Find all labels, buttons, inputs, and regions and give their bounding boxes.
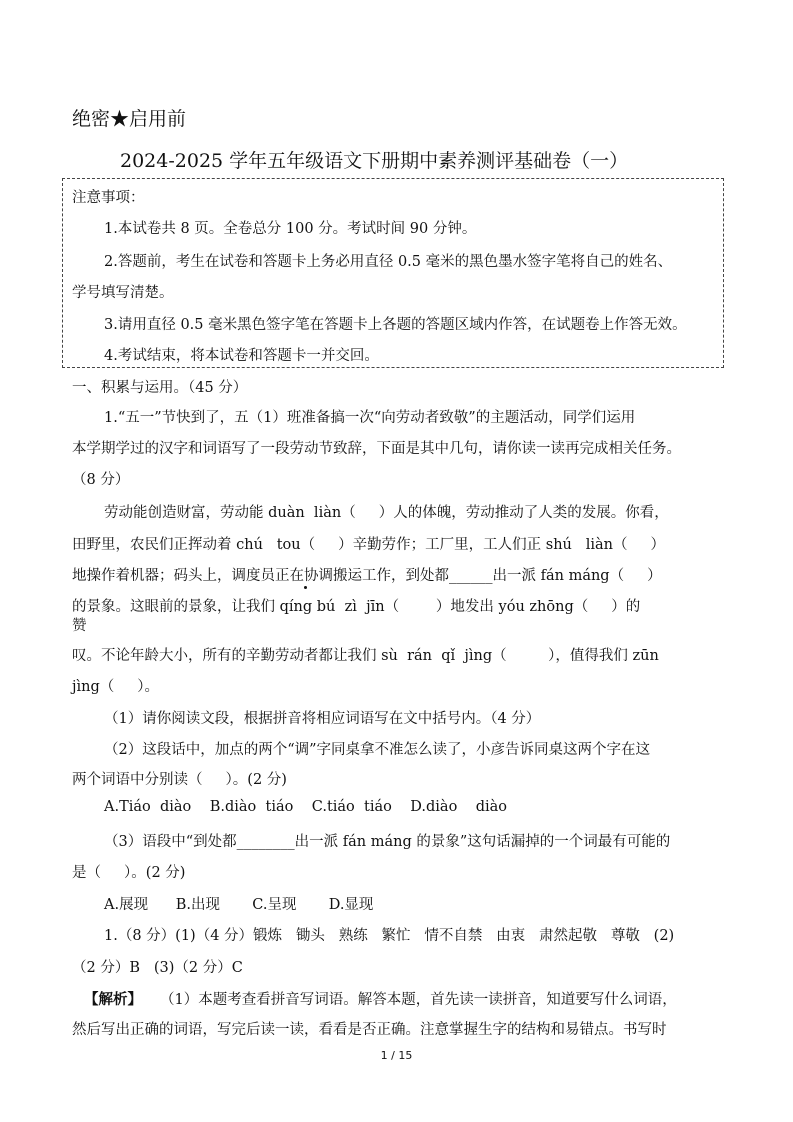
- passage-line-1: 劳动能创造财富，劳动能 duàn liàn（ ）人的体魄，劳动推动了人类的发展。你看，: [104, 505, 669, 521]
- explanation-line-1: （1）本题考查看拼音写词语。解答本题，首先读一读拼音，知道要写什么词语，: [160, 992, 677, 1008]
- question-score: （8 分）: [72, 472, 130, 488]
- secret-label: 绝密★启用前: [72, 108, 187, 130]
- subquestion-3-options: A.展现 B.出现 C.呈现 D.显现: [104, 897, 374, 913]
- question-intro: 1.“五一”节快到了，五（1）班准备搞一次“向劳动者致敬”的主题活动，同学们运用: [104, 410, 636, 426]
- passage-line-2: 田野里，农民们正挥动着 chú tou（ ）辛勤劳作；工厂里，工人们正 shú liàn（ ）: [72, 537, 666, 553]
- emphasis-dot: [304, 586, 307, 589]
- subquestion-3: （3）语段中“到处都________出一派 fán máng 的景象”这句话漏掉的一个词最有可能的: [104, 834, 671, 850]
- subquestion-2-cont: 两个词语中分别读（ ）。(2 分): [72, 772, 287, 788]
- question-intro-line2: 本学期学过的汉字和词语写了一段劳动节致辞，下面是其中几句，请你读一读再完成相关任务。: [72, 441, 681, 457]
- notice-item-3: 3.请用直径 0.5 毫米黑色签字笔在答题卡上各题的答题区域内作答，在试题卷上作答无效。: [104, 317, 687, 333]
- exam-title: 2024-2025 学年五年级语文下册期中素养测评基础卷（一）: [120, 150, 629, 172]
- answer-line-2: （2 分）B (3)（2 分）C: [72, 960, 243, 976]
- subquestion-2: （2）这段话中，加点的两个“调”字同桌拿不准怎么读了，小彦告诉同桌这两个字在这: [104, 742, 651, 758]
- page-number: 1 / 15: [380, 1049, 413, 1062]
- passage-line-5: 叹。不论年龄大小，所有的辛勤劳动者都让我们 sù rán qǐ jìng（ ），值得我们 zūn: [72, 648, 659, 664]
- section-heading: 一、积累与运用。（45 分）: [72, 380, 248, 396]
- subquestion-2-options: A.Tiáo diào B.diào tiáo C.tiáo tiáo D.diào diào: [104, 799, 508, 815]
- notice-heading: 注意事项：: [72, 190, 145, 206]
- answer-line-1: 1.（8 分）(1)（4 分）锻炼 锄头 熟练 繁忙 情不自禁 由衷 肃然起敬 尊敬 (2): [104, 928, 675, 944]
- passage-line-3: 地操作着机器；码头上，调度员正在协调搬运工作，到处都______出一派 fán máng（ ）: [72, 568, 662, 584]
- passage-line-6: jìng（ ）。: [72, 679, 160, 695]
- notice-item-2-cont: 学号填写清楚。: [72, 285, 174, 301]
- notice-item-4: 4.考试结束，将本试卷和答题卡一并交回。: [104, 348, 379, 364]
- passage-line-4: 的景象。这眼前的景象，让我们 qíng bú zì jīn（ ）地发出 yóu zhōng（ ）的: [72, 599, 641, 615]
- notice-item-2: 2.答题前，考生在试卷和答题卡上务必用直径 0.5 毫米的黑色墨水签字笔将自己的姓名、: [104, 254, 673, 270]
- passage-line-4-wrap: 赞: [72, 618, 87, 634]
- explanation-tag: 【解析】: [84, 991, 142, 1008]
- subquestion-3-cont: 是（ ）。(2 分): [72, 865, 186, 881]
- explanation-line-2: 然后写出正确的词语，写完后读一读，看看是否正确。注意掌握生字的结构和易错点。书写时: [72, 1022, 667, 1038]
- notice-box: [62, 178, 724, 368]
- subquestion-1: （1）请你阅读文段，根据拼音将相应词语写在文中括号内。（4 分）: [104, 711, 541, 727]
- notice-item-1: 1.本试卷共 8 页。全卷总分 100 分。考试时间 90 分钟。: [104, 221, 477, 237]
